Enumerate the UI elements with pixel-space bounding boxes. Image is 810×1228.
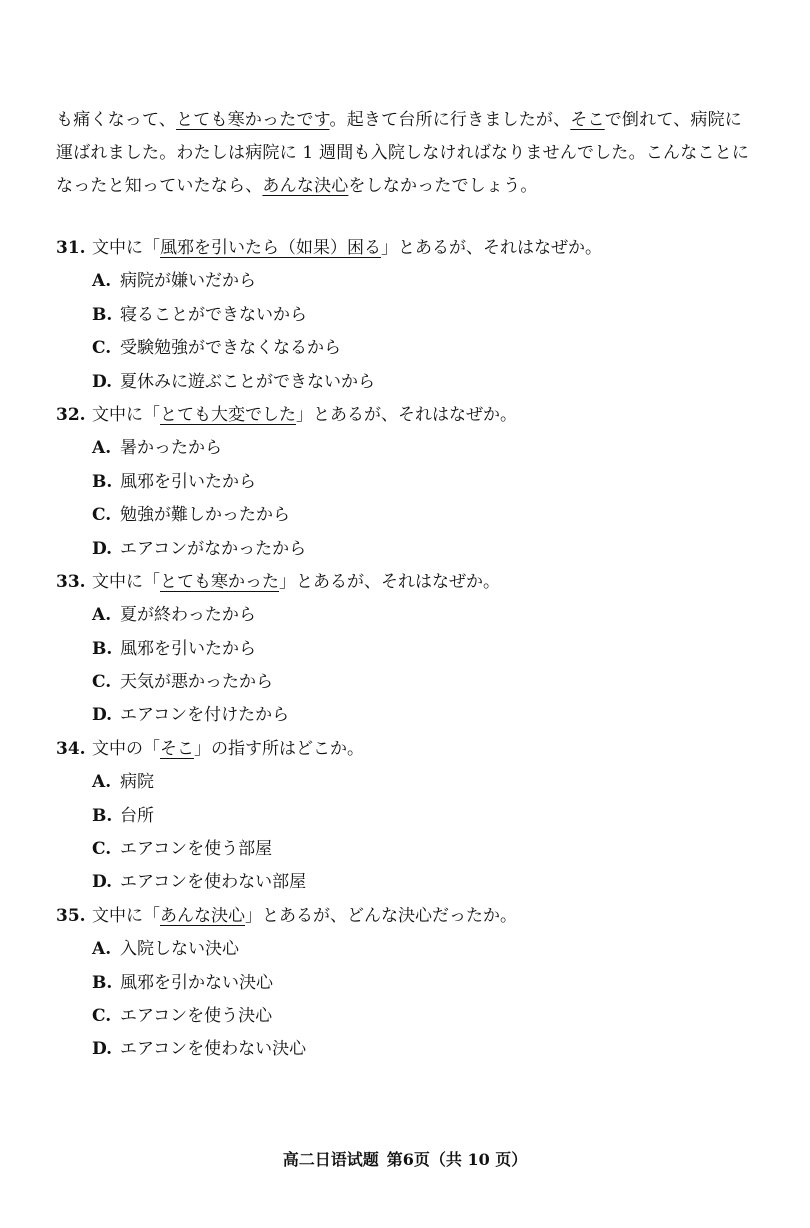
question-stem (56, 399, 768, 432)
option-text: エアコンを付けたから (120, 705, 290, 726)
answer-option-a[interactable] (56, 766, 768, 799)
option-label: D. (92, 538, 113, 559)
passage-line (56, 104, 768, 137)
stem-segment: 文中に「 (92, 238, 160, 258)
answer-option-d[interactable] (56, 866, 768, 899)
option-text: エアコンを使う決心 (120, 1005, 273, 1026)
passage-segment: をしなかったでしょう。 (348, 176, 538, 196)
stem-underlined-phrase: あんな決心 (160, 905, 245, 926)
option-text: エアコンを使わない決心 (120, 1039, 307, 1060)
answer-option-b[interactable] (56, 967, 768, 1000)
footer-page-number: 第6页（共 10 页） (386, 1150, 528, 1169)
option-text: エアコンがなかったから (120, 538, 307, 559)
question-list (56, 232, 768, 1067)
option-label: A. (92, 605, 112, 626)
question-number: 35. (56, 905, 86, 926)
stem-segment: 文中に「 (92, 404, 160, 425)
page-footer (0, 1148, 810, 1172)
option-text: 病院が嫌いだから (120, 271, 256, 292)
stem-segment: 」の指す所はどこか。 (194, 738, 364, 759)
option-text: 勉強が難しかったから (120, 505, 290, 526)
option-text: 受験勉強ができなくなるから (120, 338, 341, 359)
answer-option-d[interactable] (56, 533, 768, 566)
option-label: B. (92, 304, 113, 325)
answer-option-c[interactable] (56, 1000, 768, 1033)
stem-underlined-phrase: とても寒かった (160, 571, 279, 592)
option-label: D. (92, 705, 113, 726)
question-32 (56, 399, 768, 566)
option-label: C. (92, 672, 112, 693)
passage-segment: で倒れて、病院に (604, 110, 742, 130)
option-label: D. (92, 1039, 113, 1060)
stem-segment: 」とあるが、どんな決心だったか。 (245, 905, 517, 926)
stem-segment: 」とあるが、それはなぜか。 (279, 571, 500, 592)
passage-segment: なったと知っていたなら、 (56, 176, 263, 196)
question-number: 33. (56, 571, 86, 592)
question-number: 32. (56, 404, 86, 425)
option-text: 暑かったから (120, 438, 222, 459)
option-text: 入院しない決心 (120, 939, 239, 960)
stem-segment: 文中の「 (92, 738, 160, 759)
option-label: B. (92, 972, 113, 993)
question-35 (56, 900, 768, 1067)
underlined-phrase-soko: そこ (570, 110, 605, 130)
answer-option-c[interactable] (56, 499, 768, 532)
answer-option-b[interactable] (56, 299, 768, 332)
passage-segment: 。起きて台所に行きましたが、 (329, 110, 571, 130)
option-label: B. (92, 471, 113, 492)
stem-segment: 文中に「 (92, 571, 160, 592)
answer-option-a[interactable] (56, 265, 768, 298)
answer-option-a[interactable] (56, 599, 768, 632)
answer-option-b[interactable] (56, 633, 768, 666)
footer-subject: 高二日语试题 (282, 1150, 379, 1169)
stem-underlined-phrase: 風邪を引いたら（如果）困る (160, 238, 381, 258)
answer-option-d[interactable] (56, 366, 768, 399)
answer-option-c[interactable] (56, 833, 768, 866)
option-text: 夏休みに遊ぶことができないから (120, 371, 375, 392)
option-label: B. (92, 638, 113, 659)
stem-segment: 文中に「 (92, 905, 160, 926)
option-label: A. (92, 271, 112, 292)
question-stem (56, 733, 768, 766)
answer-option-b[interactable] (56, 800, 768, 833)
answer-option-a[interactable] (56, 933, 768, 966)
passage-segment: 運ばれました。わたしは病院に 1 週間も入院しなければなりませんでした。こんなことに (56, 143, 750, 163)
passage-line (56, 170, 768, 203)
passage-segment: も痛くなって、 (56, 110, 177, 130)
option-text: エアコンを使わない部屋 (120, 872, 307, 893)
option-label: D. (92, 371, 113, 392)
option-text: 寝ることができないから (120, 304, 307, 325)
answer-option-a[interactable] (56, 432, 768, 465)
question-33 (56, 566, 768, 733)
reading-passage (56, 104, 768, 203)
option-label: C. (92, 839, 112, 860)
option-label: C. (92, 505, 112, 526)
answer-option-d[interactable] (56, 699, 768, 732)
option-text: エアコンを使う部屋 (120, 839, 273, 860)
option-label: C. (92, 338, 112, 359)
option-label: D. (92, 872, 113, 893)
option-label: A. (92, 438, 112, 459)
answer-option-c[interactable] (56, 666, 768, 699)
underlined-phrase-totemo-samukatta-desu: とても寒かったです (176, 110, 330, 130)
passage-line (56, 137, 768, 170)
option-text: 風邪を引いたから (120, 638, 256, 659)
option-text: 病院 (120, 772, 154, 793)
question-stem (56, 566, 768, 599)
option-text: 台所 (120, 805, 154, 826)
option-text: 風邪を引いたから (120, 471, 256, 492)
question-31 (56, 232, 768, 399)
question-number: 34. (56, 738, 86, 759)
answer-option-c[interactable] (56, 332, 768, 365)
stem-segment: 」とあるが、それはなぜか。 (381, 238, 602, 258)
option-label: B. (92, 805, 113, 826)
question-34 (56, 733, 768, 900)
underlined-phrase-anna-kesshin: あんな決心 (262, 176, 349, 196)
option-text: 夏が終わったから (120, 605, 256, 626)
option-label: C. (92, 1005, 112, 1026)
question-stem (56, 232, 768, 265)
answer-option-d[interactable] (56, 1033, 768, 1066)
option-label: A. (92, 772, 112, 793)
option-text: 天気が悪かったから (120, 672, 273, 693)
stem-underlined-phrase: とても大変でした (160, 404, 296, 425)
stem-segment: 」とあるが、それはなぜか。 (296, 404, 517, 425)
option-text: 風邪を引かない決心 (120, 972, 273, 993)
question-number: 31. (56, 238, 86, 258)
stem-underlined-phrase: そこ (160, 738, 194, 759)
option-label: A. (92, 939, 112, 960)
answer-option-b[interactable] (56, 466, 768, 499)
question-stem (56, 900, 768, 933)
